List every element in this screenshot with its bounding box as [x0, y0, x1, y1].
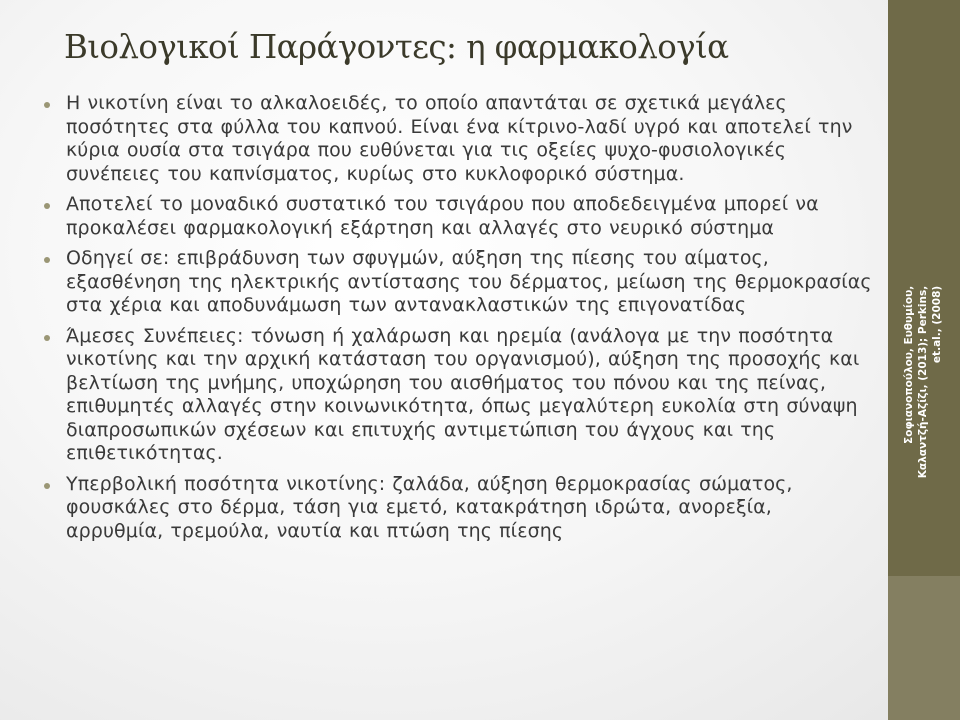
bullet-dot-icon: [44, 203, 50, 209]
bullet-dot-icon: [44, 257, 50, 263]
bullet-text: Υπερβολική ποσότητα νικοτίνης: ζαλάδα, αύξηση θερμοκρασίας σώματος, φουσκάλες στο δέρμα, τάση για εμετό, κατακράτηση ιδρώτα, ανορεξία, αρρυθμία, τρεμούλα, ναυτία και πτώση της πίεσης: [66, 472, 793, 542]
slide-title: Βιολογικοί Παράγοντες: η φαρμακολογία: [64, 28, 729, 66]
bullet-text: Η νικοτίνη είναι το αλκαλοειδές, το οποίο απαντάται σε σχετικά μεγάλες ποσότητες στα φύλλα του καπνού. Είναι ένα κίτρινο-λαδί υγρό και αποτελεί την κύρια ουσία στα τσιγάρα που ευθύνεται για τις οξείες ψυχο-φυσιολογικές συνέπειες του καπνίσματος, κυρίως στο κυκλοφορικό σύστημα.: [66, 92, 853, 185]
sidebar-bottom-panel: [888, 576, 960, 720]
bullet-dot-icon: [44, 335, 50, 341]
bullet-dot-icon: [44, 102, 50, 108]
bullet-item: [44, 92, 874, 186]
citation-text: Σοφιανοπούλου, Ευθυμίου, Καλαντζή-Αζίζι, (2013); Perkins, et.al., (2008): [903, 285, 943, 479]
bullet-item: [44, 325, 874, 466]
bullet-list: [44, 92, 874, 550]
bullet-text: Οδηγεί σε: επιβράδυνση των σφυγμών, αύξηση της πίεσης του αίματος, εξασθένηση της ηλεκτρικής αντίστασης του δέρματος, μείωση της θερμοκρασίας στα χέρια και αποδυνάμωση των αντανακλαστικών της επιγονατίδας: [66, 247, 872, 316]
bullet-item: [44, 193, 874, 240]
bullet-item: [44, 473, 874, 544]
bullet-text: Άμεσες Συνέπειες: τόνωση ή χαλάρωση και ηρεμία (ανάλογα με την ποσότητα νικοτίνης και την αρχική κατάσταση του οργανισμού), αύξηση της προσοχής και βελτίωση της μνήμης, υποχώρηση του αισθήματος του πόνου και της πείνας, επιθυμητές αλλαγές στην κοινωνικότητα, όπως μεγαλύτερη ευκολία στη σύναψη διαπροσωπικών σχέσεων και επιτυχής αντιμετώπιση του άγχους και της επιθετικότητας.: [66, 324, 860, 464]
bullet-dot-icon: [44, 483, 50, 489]
citation: [855, 262, 960, 502]
bullet-text: Αποτελεί το μοναδικό συστατικό του τσιγάρου που αποδεδειγμένα μπορεί να προκαλέσει φαρμακολογική εξάρτηση και αλλαγές στο νευρικό σύστημα: [66, 193, 819, 239]
bullet-item: [44, 247, 874, 318]
